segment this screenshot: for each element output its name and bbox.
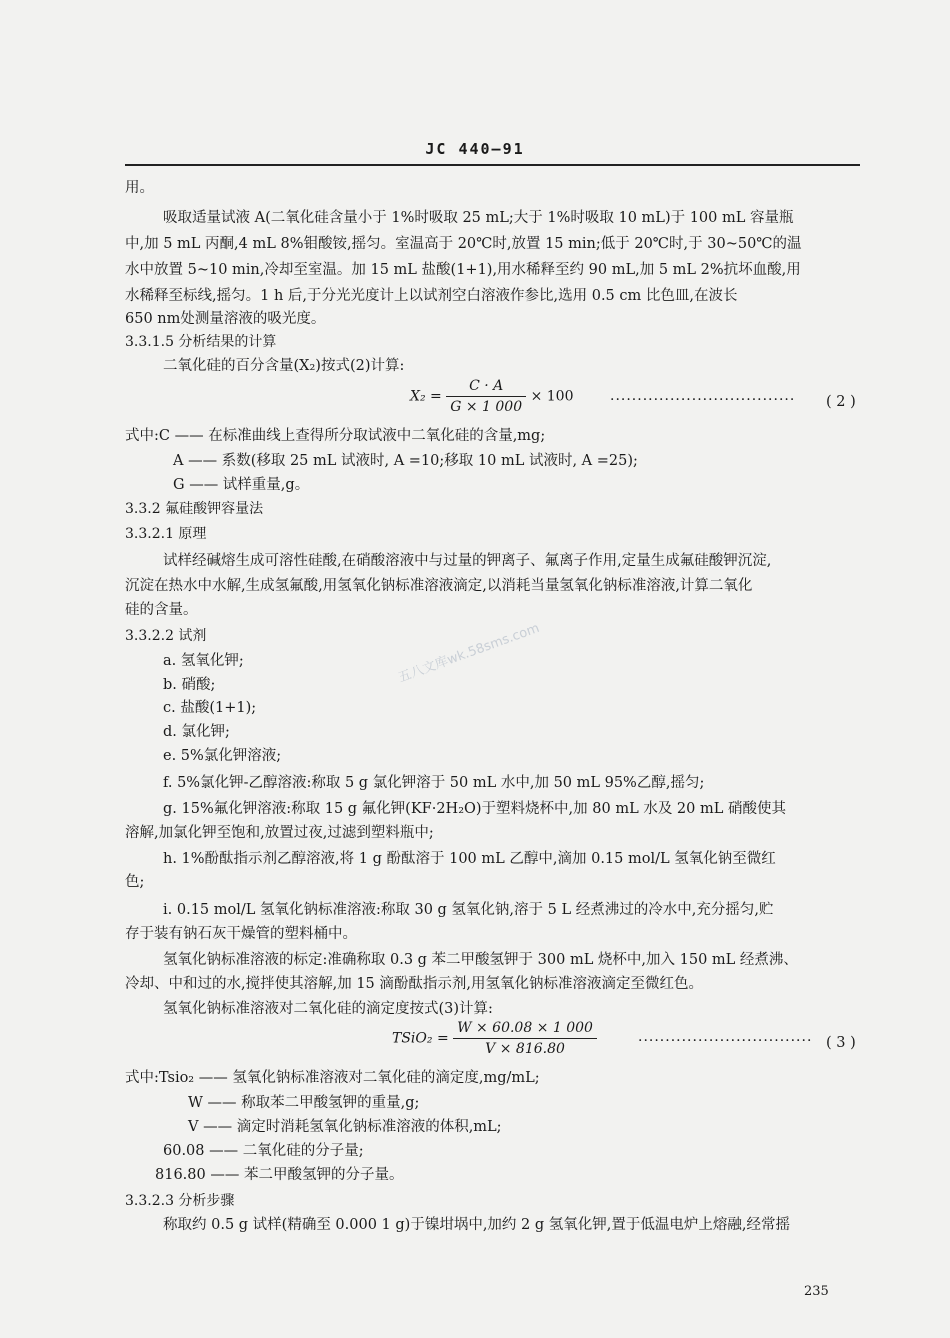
formula-2-lhs: X₂ = bbox=[410, 388, 442, 405]
formula-2-leader-dots: ·································· bbox=[610, 392, 796, 408]
reagent-item: b. 硝酸; bbox=[163, 677, 216, 693]
formula-3-number: ( 3 ) bbox=[826, 1035, 856, 1051]
text-line: 60.08 —— 二氧化硅的分子量; bbox=[163, 1143, 364, 1159]
text-line: 水中放置 5~10 min,冷却至室温。加 15 mL 盐酸(1+1),用水稀释至约 90 mL,加 5 mL 2%抗坏血酸,用 bbox=[125, 262, 801, 278]
formula-3-denominator: V × 816.80 bbox=[485, 1041, 565, 1057]
text-line: A —— 系数(移取 25 mL 试液时, A =10;移取 10 mL 试液时, A =25); bbox=[173, 453, 638, 469]
text-line: 650 nm处测量溶液的吸光度。 bbox=[125, 311, 326, 327]
text-line: 沉淀在热水中水解,生成氢氟酸,用氢氧化钠标准溶液滴定,以消耗当量氢氧化钠标准溶液,计算二氧化 bbox=[125, 578, 753, 594]
reagent-item: f. 5%氯化钾-乙醇溶液:称取 5 g 氯化钾溶于 50 mL 水中,加 50 mL 95%乙醇,摇匀; bbox=[163, 775, 705, 791]
text-line: 称取约 0.5 g 试样(精确至 0.000 1 g)于镍坩埚中,加约 2 g 氢氧化钾,置于低温电炉上熔融,经常摇 bbox=[163, 1217, 790, 1233]
reagent-item: h. 1%酚酞指示剂乙醇溶液,将 1 g 酚酞溶于 100 mL 乙醇中,滴加 0.15 mol/L 氢氧化钠至微红 bbox=[163, 851, 776, 867]
section-heading: 3.3.2.2 试剂 bbox=[125, 628, 207, 644]
formula-2-numerator: C · A bbox=[446, 378, 526, 397]
formula-3-lhs: TSiO₂ = bbox=[392, 1030, 449, 1047]
page-number: 235 bbox=[804, 1284, 829, 1299]
formula-3-numerator: W × 60.08 × 1 000 bbox=[453, 1020, 597, 1039]
text-line: 试样经碱熔生成可溶性硅酸,在硝酸溶液中与过量的钾离子、氟离子作用,定量生成氟硅酸钾沉淀, bbox=[163, 553, 772, 569]
section-heading: 3.3.2.3 分析步骤 bbox=[125, 1193, 235, 1209]
formula-2-factor: × 100 bbox=[530, 388, 574, 405]
reagent-item: i. 0.15 mol/L 氢氧化钠标准溶液:称取 30 g 氢氧化钠,溶于 5 L 经煮沸过的冷水中,充分摇匀,贮 bbox=[163, 902, 774, 918]
text-line: 氢氧化钠标准溶液的标定:准确称取 0.3 g 苯二甲酸氢钾于 300 mL 烧杯中,加入 150 mL 经煮沸、 bbox=[163, 952, 798, 968]
reagent-item: a. 氢氧化钾; bbox=[163, 653, 244, 669]
reagent-item: g. 15%氟化钾溶液:称取 15 g 氟化钾(KF·2H₂O)于塑料烧杯中,加 80 mL 水及 20 mL 硝酸使其 bbox=[163, 801, 786, 817]
text-line: G —— 试样重量,g。 bbox=[173, 477, 310, 493]
text-line: 色; bbox=[125, 874, 145, 890]
text-line: 式中:Tsio₂ —— 氢氧化钠标准溶液对二氧化硅的滴定度,mg/mL; bbox=[125, 1070, 540, 1086]
text-line: 氢氧化钠标准溶液对二氧化硅的滴定度按式(3)计算: bbox=[163, 1001, 493, 1017]
formula-3 bbox=[392, 1020, 597, 1057]
text-line: 溶解,加氯化钾至饱和,放置过夜,过滤到塑料瓶中; bbox=[125, 825, 434, 841]
text-line: W —— 称取苯二甲酸氢钾的重量,g; bbox=[188, 1095, 420, 1111]
formula-3-fraction bbox=[453, 1020, 597, 1057]
standard-code-header: JC 440—91 bbox=[425, 140, 525, 158]
text-line: 冷却、中和过的水,搅拌使其溶解,加 15 滴酚酞指示剂,用氢氧化钠标准溶液滴定至微红色。 bbox=[125, 976, 703, 992]
text-line: 二氧化硅的百分含量(X₂)按式(2)计算: bbox=[163, 358, 405, 374]
header-rule bbox=[125, 164, 860, 166]
reagent-item: e. 5%氯化钾溶液; bbox=[163, 748, 282, 764]
reagent-item: d. 氯化钾; bbox=[163, 724, 230, 740]
text-line: 式中:C —— 在标准曲线上查得所分取试液中二氧化硅的含量,mg; bbox=[125, 428, 546, 444]
text-line: 存于装有钠石灰干燥管的塑料桶中。 bbox=[125, 926, 357, 942]
text-line: 用。 bbox=[125, 180, 154, 196]
section-heading: 3.3.1.5 分析结果的计算 bbox=[125, 334, 277, 350]
reagent-item: c. 盐酸(1+1); bbox=[163, 700, 257, 716]
text-line: V —— 滴定时消耗氢氧化钠标准溶液的体积,mL; bbox=[188, 1119, 502, 1135]
formula-2 bbox=[410, 378, 573, 415]
section-heading: 3.3.2.1 原理 bbox=[125, 526, 207, 542]
text-line: 水稀释至标线,摇匀。1 h 后,于分光光度计上以试剂空白溶液作参比,选用 0.5 cm 比色皿,在波长 bbox=[125, 288, 738, 304]
section-heading: 3.3.2 氟硅酸钾容量法 bbox=[125, 501, 264, 517]
watermark: 五八文库wk.58sms.com bbox=[396, 620, 542, 686]
formula-2-denominator: G × 1 000 bbox=[450, 399, 523, 415]
text-line: 816.80 —— 苯二甲酸氢钾的分子量。 bbox=[155, 1167, 404, 1183]
formula-2-fraction bbox=[446, 378, 526, 415]
formula-3-leader-dots: ································ bbox=[638, 1033, 813, 1049]
text-line: 吸取适量试液 A(二氧化硅含量小于 1%时吸取 25 mL;大于 1%时吸取 10 mL)于 100 mL 容量瓶 bbox=[163, 210, 794, 226]
text-line: 硅的含量。 bbox=[125, 602, 198, 618]
formula-2-number: ( 2 ) bbox=[826, 394, 856, 410]
text-line: 中,加 5 mL 丙酮,4 mL 8%钼酸铵,摇匀。室温高于 20℃时,放置 15 min;低于 20℃时,于 30~50℃的温 bbox=[125, 236, 802, 252]
